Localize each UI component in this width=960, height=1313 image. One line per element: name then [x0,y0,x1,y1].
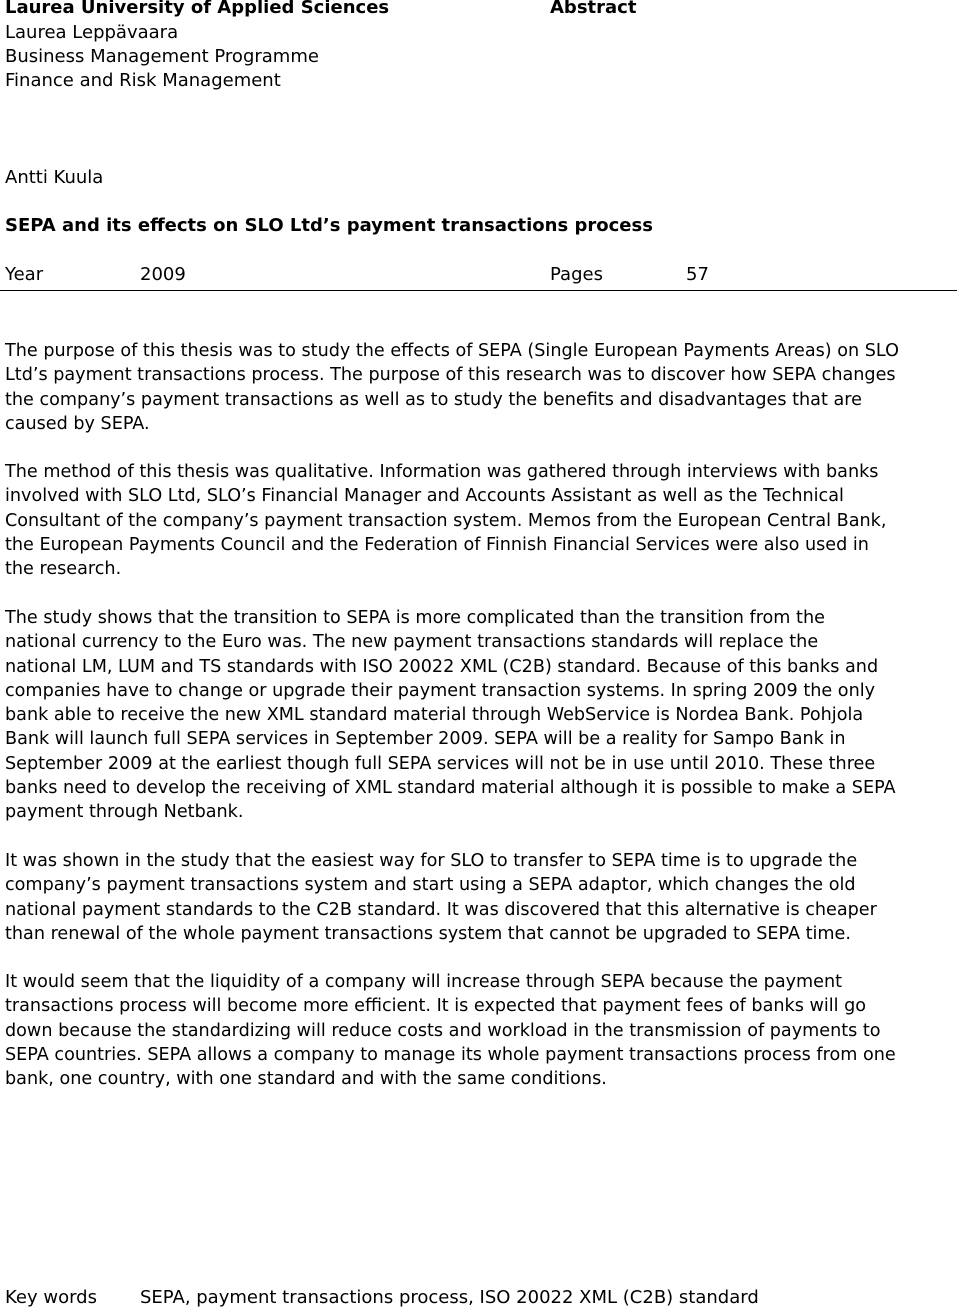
text-line: It was shown in the study that the easiest way for SLO to transfer to SEPA time is to upgrade the [5,851,858,871]
institution-name: Laurea University of Applied Sciences [5,0,390,18]
text-line: The study shows that the transition to SEPA is more complicated than the transition from the [5,608,825,628]
text-line: Consultant of the company’s payment transaction system. Memos from the European Central Bank, [5,510,887,531]
text-line: Bank will launch full SEPA services in September 2009. SEPA will be a reality for Sampo Bank in [5,729,846,750]
text-line: The method of this thesis was qualitative. Information was gathered through interviews with banks [5,462,879,482]
text-line: payment through Netbank. [5,802,244,823]
text-line: It would seem that the liquidity of a company will increase through SEPA because the payment [5,972,843,992]
text-line: involved with SLO Ltd, SLO’s Financial Manager and Accounts Assistant as well as the Technical [5,486,844,507]
text-line: caused by SEPA. [5,413,150,434]
programme-name: Business Management Programme [5,46,319,67]
text-line: September 2009 at the earliest though full SEPA services will not be in use until 2010. These three [5,753,876,774]
text-line: national LM, LUM and TS standards with ISO 20022 XML (C2B) standard. Because of this banks and [5,656,879,677]
text-line: The purpose of this thesis was to study the effects of SEPA (Single European Payments Areas) on SLO [5,341,899,361]
text-line: down because the standardizing will reduce costs and workload in the transmission of payments to [5,1020,881,1041]
year-label: Year [5,264,44,285]
specialization-name: Finance and Risk Management [5,70,281,91]
keywords-value: SEPA, payment transactions process, ISO 20022 XML (C2B) standard [140,1287,759,1308]
text-line: bank, one country, with one standard and with the same conditions. [5,1069,607,1090]
text-line: national currency to the Euro was. The new payment transactions standards will replace the [5,632,819,653]
header-divider [0,290,957,291]
author-name: Antti Kuula [5,167,104,188]
text-line: the research. [5,559,122,580]
text-line: national payment standards to the C2B standard. It was discovered that this alternative is cheaper [5,899,877,920]
year-value: 2009 [140,264,186,285]
text-line: banks need to develop the receiving of XML standard material although it is possible to make a SEPA [5,778,896,799]
abstract-paragraph-method [5,460,953,581]
text-line: bank able to receive the new XML standard material through WebService is Nordea Bank. Pohjola [5,705,864,726]
abstract-paragraph-results [5,606,953,825]
document-type: Abstract [550,0,637,18]
abstract-paragraph-recommendation [5,849,953,946]
text-line: than renewal of the whole payment transactions system that cannot be upgraded to SEPA time. [5,923,851,944]
text-line: company’s payment transactions system and start using a SEPA adaptor, which changes the old [5,875,856,896]
abstract-paragraph-purpose [5,339,953,436]
abstract-paragraph-conclusion [5,970,953,1091]
text-line: SEPA countries. SEPA allows a company to manage its whole payment transactions process from one [5,1044,896,1065]
text-line: the company’s payment transactions as well as to study the benefits and disadvantages that are [5,389,862,410]
thesis-title: SEPA and its effects on SLO Ltd’s payment transactions process [5,215,653,236]
pages-label: Pages [550,264,603,285]
keywords-label: Key words [5,1287,97,1308]
text-line: Ltd’s payment transactions process. The purpose of this research was to discover how SEPA changes [5,365,896,386]
text-line: the European Payments Council and the Federation of Finnish Financial Services were also used in [5,534,869,555]
text-line: companies have to change or upgrade their payment transaction systems. In spring 2009 the only [5,680,876,701]
campus-name: Laurea Leppävaara [5,22,179,43]
text-line: transactions process will become more efficient. It is expected that payment fees of banks will go [5,996,867,1017]
pages-value: 57 [686,264,709,285]
